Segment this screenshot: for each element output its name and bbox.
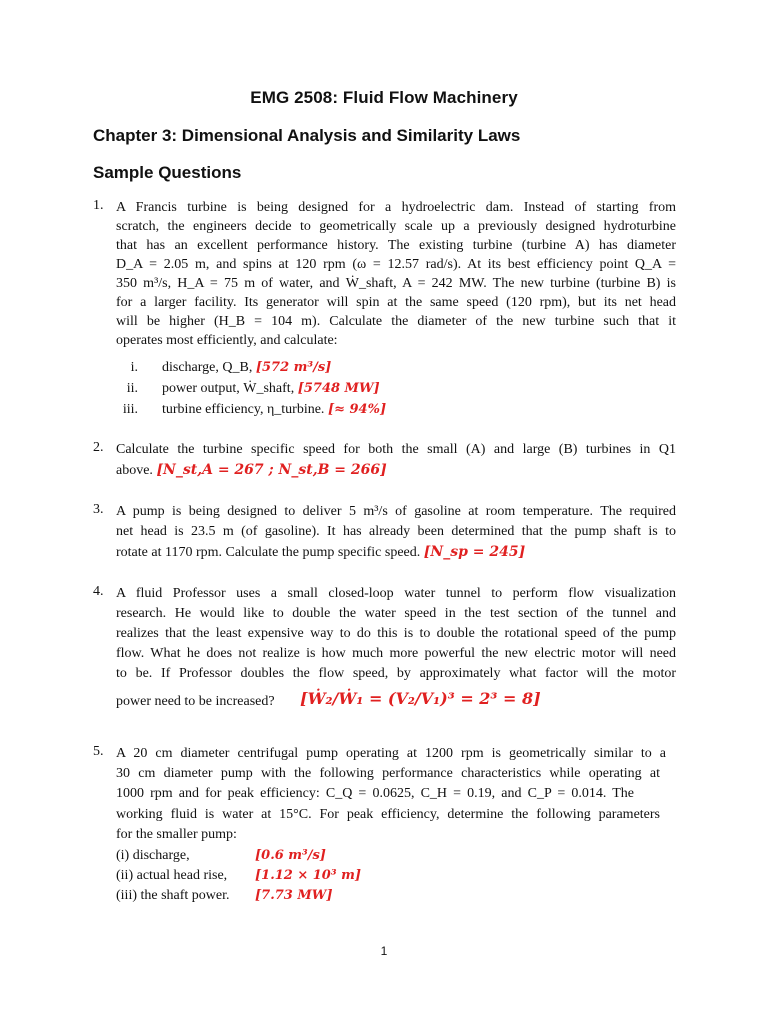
- sub-item-text: [162, 379, 380, 399]
- page-number: 1: [380, 944, 388, 958]
- chapter-title: Chapter 3: Dimensional Analysis and Similarity Laws: [93, 126, 521, 145]
- question-text-line: [116, 542, 676, 562]
- question-number: 1.: [93, 198, 104, 213]
- answer: [1.12 × 10³ m]: [255, 868, 361, 883]
- question-text-line: that has an excellent performance history. The existing turbine (turbine A) has diameter: [116, 238, 676, 253]
- course-title: EMG 2508: Fluid Flow Machinery: [250, 88, 518, 107]
- question-text-line: research. He would like to double the water speed in the test section of the tunnel and: [116, 606, 676, 621]
- sub-item-label: discharge, Q_B,: [162, 360, 253, 375]
- question-text-line: A pump is being designed to deliver 5 m³/s of gasoline at room temperature. The required: [116, 504, 676, 519]
- question-text-line: 350 m³/s, H_A = 75 m of water, and Ẇ_shaft, A = 242 MW. The new turbine (turbine B) is: [116, 276, 676, 291]
- sub-item-text: [162, 400, 386, 420]
- sub-item-label: (i) discharge,: [116, 848, 190, 863]
- sub-item-label: turbine efficiency, η_turbine.: [162, 402, 325, 417]
- sub-item-numeral: i.: [130, 360, 138, 375]
- section-title: Sample Questions: [93, 163, 242, 182]
- sub-item-label: (ii) actual head rise,: [116, 868, 228, 883]
- question-text-line: to be. If Professor doubles the flow speed, by approximately what factor will the motor: [116, 666, 676, 681]
- question-text-line: 1000 rpm and for peak efficiency: C_Q = 0.0625, C_H = 0.19, and C_P = 0.014. The: [116, 786, 634, 801]
- answer: [N_sp = 245]: [423, 544, 526, 560]
- question-text-line: A fluid Professor uses a small closed-loop water tunnel to perform flow visualization: [116, 586, 676, 601]
- question-number: 4.: [93, 584, 104, 599]
- question-text-line: D_A = 2.05 m, and spins at 120 rpm (ω = 12.57 rad/s). At its best efficiency point Q_A =: [116, 257, 676, 272]
- question-text-fragment: above.: [116, 463, 153, 478]
- question-number: 2.: [93, 440, 104, 455]
- question-text-line: A 20 cm diameter centrifugal pump operating at 1200 rpm is geometrically similar to a: [116, 746, 666, 761]
- answer: [N_st,A = 267 ; N_st,B = 266]: [156, 462, 387, 478]
- answer: [Ẇ₂/Ẇ₁ = (V₂/V₁)³ = 2³ = 8]: [300, 689, 541, 708]
- question-text-line: flow. What he does not realize is how much more powerful the new electric motor will need: [116, 646, 676, 661]
- question-text-line: power need to be increased?: [116, 694, 275, 709]
- sub-item-text: [162, 358, 331, 378]
- question-text-line: scratch, the engineers decide to geometrically scale up a previously designed hydroturbine: [116, 219, 676, 234]
- question-text-line: working fluid is water at 15°C. For peak efficiency, determine the following parameters: [116, 807, 660, 822]
- question-text-line: [116, 460, 676, 480]
- question-text-fragment: rotate at 1170 rpm. Calculate the pump specific speed.: [116, 545, 421, 560]
- question-text-line: for a larger facility. Its generator will spin at the same speed (120 rpm), but its net head: [116, 295, 676, 310]
- question-text-line: 30 cm diameter pump with the following performance characteristics while operating at: [116, 766, 660, 781]
- question-text-line: realizes that the least expensive way to do this is to double the rotational speed of the pump: [116, 626, 676, 641]
- question-number: 3.: [93, 502, 104, 517]
- question-text-line: A Francis turbine is being designed for a hydroelectric dam. Instead of starting from: [116, 200, 676, 215]
- question-text-line: operates most efficiently, and calculate:: [116, 333, 338, 348]
- answer: [≈ 94%]: [327, 402, 387, 417]
- question-text-line: will be higher (H_B = 104 m). Calculate the diameter of the new turbine such that it: [116, 314, 676, 329]
- answer: [0.6 m³/s]: [255, 848, 326, 863]
- question-text-line: Calculate the turbine specific speed for both the small (A) and large (B) turbines in Q1: [116, 442, 676, 457]
- question-number: 5.: [93, 744, 104, 759]
- question-text-line: for the smaller pump:: [116, 827, 237, 842]
- sub-item-numeral: ii.: [126, 381, 138, 396]
- answer: [5748 MW]: [297, 381, 380, 396]
- sub-item-numeral: iii.: [122, 402, 138, 417]
- answer: [7.73 MW]: [255, 888, 333, 903]
- sub-item-label: power output, Ẇ_shaft,: [162, 381, 295, 396]
- question-text-line: net head is 23.5 m (of gasoline). It has already been determined that the pump shaft is to: [116, 524, 676, 539]
- answer: [572 m³/s]: [255, 360, 332, 375]
- sub-item-label: (iii) the shaft power.: [116, 888, 230, 903]
